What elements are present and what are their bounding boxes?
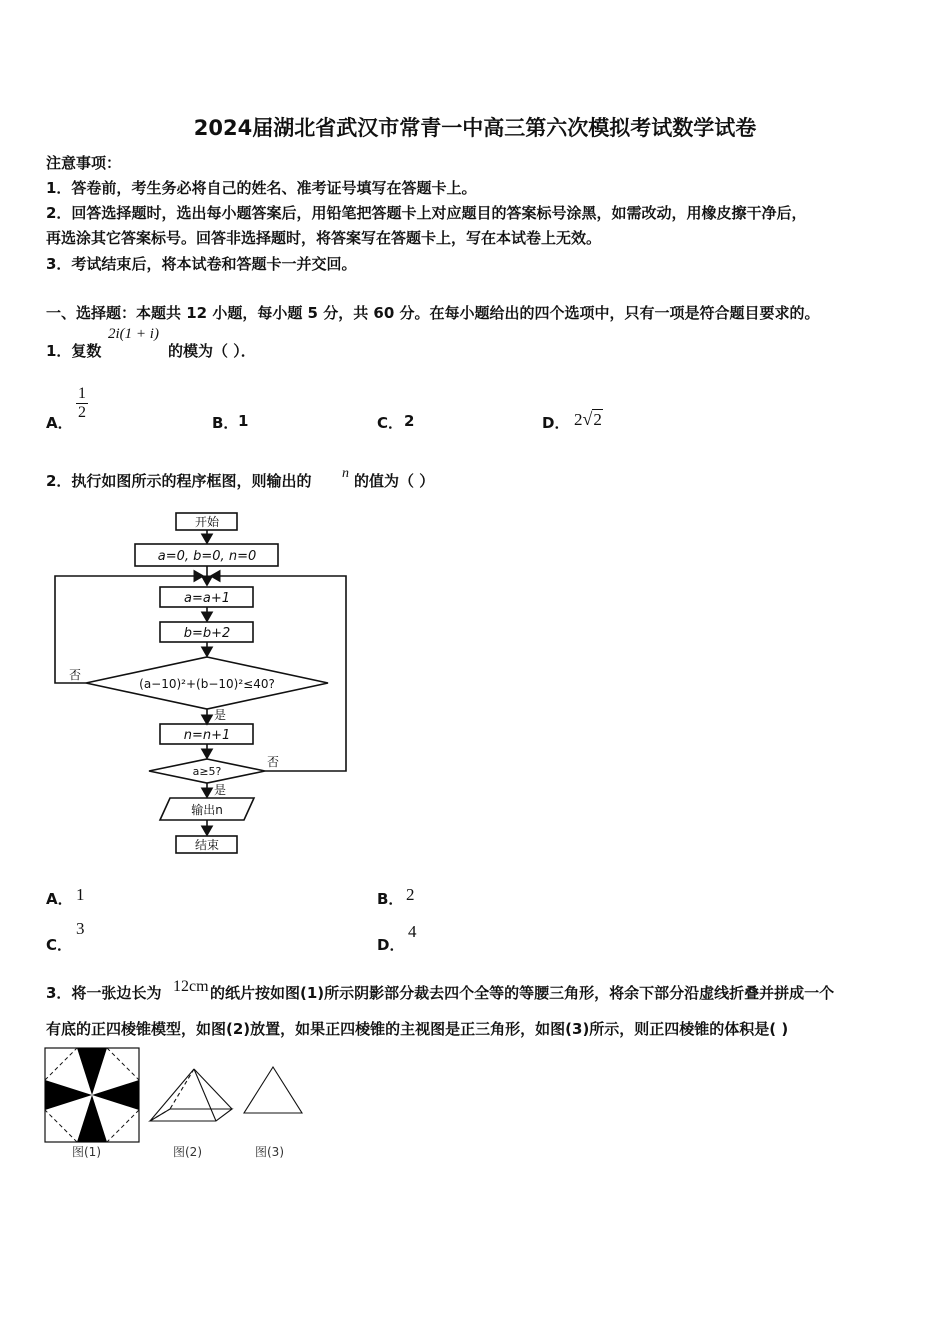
q2-option-d-value: 4 bbox=[408, 922, 417, 941]
q3-caption-3: 图(3) bbox=[255, 1145, 284, 1159]
q2-option-a-label: A． bbox=[46, 890, 73, 908]
q1-option-a-fraction bbox=[76, 385, 88, 422]
q3-figures bbox=[44, 1047, 306, 1145]
note-item-3: 3．考试结束后，将本试卷和答题卡一并交回。 bbox=[46, 255, 357, 273]
q2-option-a-value: 1 bbox=[76, 885, 85, 904]
q1-option-a-label: A． bbox=[46, 414, 73, 432]
q2-option-c-label: C． bbox=[46, 936, 73, 954]
section-heading: 一、选择题：本题共 12 小题，每小题 5 分，共 60 分。在每小题给出的四个选项中，只有一项是符合题目要求的。 bbox=[46, 304, 820, 322]
q3-line1-suffix: 的纸片按如图(1)所示阴影部分裁去四个全等的等腰三角形，将余下部分沿虚线折叠并拼成一个 bbox=[210, 984, 835, 1002]
notes-heading: 注意事项： bbox=[46, 154, 122, 172]
page-title: 2024届湖北省武汉市常青一中高三第六次模拟考试数学试卷 bbox=[193, 116, 757, 140]
flow-end-label: 结束 bbox=[194, 838, 220, 852]
q3-figure-1 bbox=[45, 1048, 139, 1142]
flow-no2-label: 否 bbox=[266, 755, 280, 769]
q1-option-d-radicand: 2 bbox=[593, 410, 602, 429]
flow-step2-label: b=b+2 bbox=[183, 626, 231, 641]
q2-option-c-value: 3 bbox=[76, 919, 85, 938]
q1-option-b-value: 1 bbox=[238, 412, 249, 430]
flow-init-label: a=0, b=0, n=0 bbox=[157, 549, 257, 564]
q3-size: 12cm bbox=[173, 978, 209, 995]
q3-figure-3 bbox=[244, 1067, 302, 1113]
q3-caption-1: 图(1) bbox=[72, 1145, 101, 1159]
q1-prefix: 1．复数 bbox=[46, 342, 102, 360]
flow-yes1-label: 是 bbox=[213, 708, 227, 722]
q2-suffix: 的值为（ ） bbox=[354, 472, 435, 490]
q1-suffix: 的模为（ ）． bbox=[168, 342, 256, 360]
flow-step1-label: a=a+1 bbox=[184, 591, 230, 606]
q3-figure-2 bbox=[150, 1069, 232, 1121]
q3-line2: 有底的正四棱锥模型，如图(2)放置，如果正四棱锥的主视图是正三角形，如图(3)所示，则正四棱锥的体积是( ) bbox=[46, 1020, 789, 1038]
note-item-1: 1．答卷前，考生务必将自己的姓名、准考证号填写在答题卡上。 bbox=[46, 179, 477, 197]
q1-option-b-label: B． bbox=[212, 414, 239, 432]
q1-option-c-value: 2 bbox=[404, 412, 415, 430]
note-item-2-cont: 再选涂其它答案标号。回答非选择题时，将答案写在答题卡上，写在本试卷上无效。 bbox=[46, 229, 602, 247]
flowchart bbox=[40, 505, 360, 860]
q2-option-d-label: D． bbox=[377, 936, 405, 954]
q1-option-a-denominator: 2 bbox=[78, 404, 86, 421]
q3-caption-2: 图(2) bbox=[173, 1145, 202, 1159]
q3-line1-prefix: 3．将一张边长为 bbox=[46, 984, 162, 1002]
q2-var: n bbox=[342, 466, 349, 481]
flow-yes2-label: 是 bbox=[213, 783, 227, 797]
note-item-2: 2．回答选择题时，选出每小题答案后，用铅笔把答题卡上对应题目的答案标号涂黑，如需改动，用橡皮擦干净后， bbox=[46, 204, 807, 222]
sqrt-symbol: √ bbox=[582, 409, 593, 429]
q2-option-b-value: 2 bbox=[406, 885, 415, 904]
q2-option-b-label: B． bbox=[377, 890, 404, 908]
q1-option-c-label: C． bbox=[377, 414, 404, 432]
flow-no1-label: 否 bbox=[68, 668, 82, 682]
flow-step3-label: n=n+1 bbox=[183, 728, 231, 743]
flow-cond2-label: a≥5? bbox=[192, 765, 222, 778]
q1-option-a-numerator: 1 bbox=[78, 385, 86, 402]
q1-expression: 2i(1 + i) bbox=[108, 326, 159, 342]
q2-prefix: 2．执行如图所示的程序框图，则输出的 bbox=[46, 472, 312, 490]
q1-option-d-coef: 2 bbox=[574, 410, 583, 429]
q1-option-d-label: D． bbox=[542, 414, 570, 432]
flow-cond1-label: (a−10)²+(b−10)²≤40? bbox=[139, 677, 275, 691]
q1-option-d-value bbox=[574, 409, 603, 430]
flow-start-label: 开始 bbox=[194, 515, 220, 529]
flow-output-label: 输出n bbox=[191, 803, 223, 817]
